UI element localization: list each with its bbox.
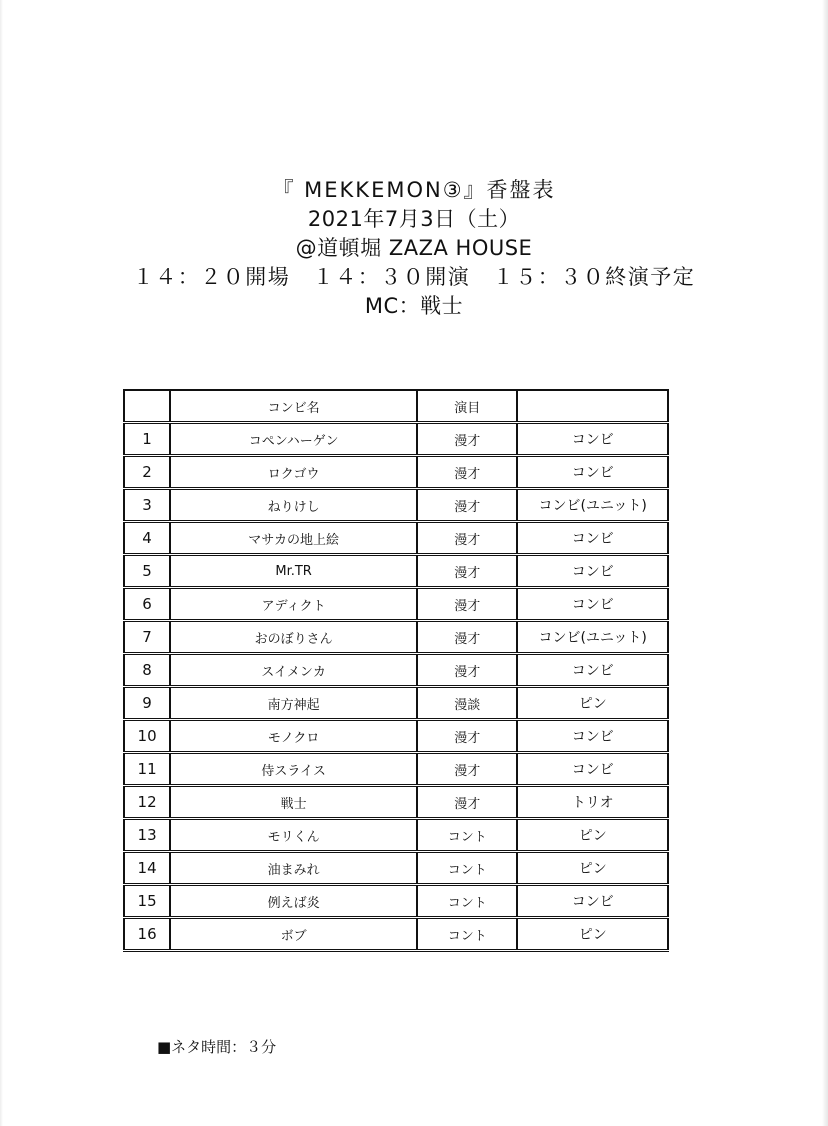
event-date: 2021年7月3日（土）: [307, 207, 521, 231]
row-number: 9: [124, 687, 170, 720]
table-row: [124, 489, 668, 522]
row-number: 2: [124, 456, 170, 489]
row-kind: コンビ(ユニット): [517, 489, 668, 522]
row-kind: ピン: [517, 819, 668, 852]
row-name: ロクゴウ: [170, 456, 417, 489]
event-times: １４：２０開場 １４：３０開演 １５：３０終演予定: [132, 265, 696, 289]
row-name: モノクロ: [170, 720, 417, 753]
footer-note: ■ネタ時間：３分: [157, 1038, 277, 1056]
row-number: 8: [124, 654, 170, 687]
row-number: 12: [124, 786, 170, 819]
row-type: 漫才: [417, 489, 517, 522]
row-number: 16: [124, 918, 170, 951]
row-type: コント: [417, 819, 517, 852]
table-row: [124, 555, 668, 588]
header-kind: [517, 390, 668, 423]
row-kind: トリオ: [517, 786, 668, 819]
row-name: コペンハーゲン: [170, 423, 417, 456]
table-row: [124, 885, 668, 918]
table-row: [124, 522, 668, 555]
row-name: 油まみれ: [170, 852, 417, 885]
event-venue: @道頓堀 ZAZA HOUSE: [295, 236, 533, 260]
row-number: 5: [124, 555, 170, 588]
header-name: コンビ名: [170, 390, 417, 423]
row-name: スイメンカ: [170, 654, 417, 687]
row-name: Mr.TR: [170, 555, 417, 588]
row-kind: ピン: [517, 918, 668, 951]
table-row: [124, 687, 668, 720]
row-number: 7: [124, 621, 170, 654]
row-name: モリくん: [170, 819, 417, 852]
row-kind: コンビ: [517, 522, 668, 555]
event-mc: MC：戦士: [364, 294, 464, 318]
row-kind: コンビ: [517, 456, 668, 489]
row-number: 4: [124, 522, 170, 555]
row-kind: ピン: [517, 852, 668, 885]
page-edge-left: [0, 0, 3, 1126]
row-kind: コンビ: [517, 654, 668, 687]
row-name: ボブ: [170, 918, 417, 951]
table-row: [124, 456, 668, 489]
table-row: [124, 819, 668, 852]
table-row: [124, 753, 668, 786]
row-type: 漫才: [417, 753, 517, 786]
table-row: [124, 918, 668, 951]
row-type: 漫才: [417, 522, 517, 555]
row-type: 漫才: [417, 621, 517, 654]
table-row: [124, 588, 668, 621]
row-name: 侍スライス: [170, 753, 417, 786]
row-kind: コンビ: [517, 753, 668, 786]
document-header: [0, 176, 828, 321]
row-number: 14: [124, 852, 170, 885]
header-type: 演目: [417, 390, 517, 423]
row-kind: コンビ: [517, 720, 668, 753]
row-type: コント: [417, 918, 517, 951]
row-number: 13: [124, 819, 170, 852]
row-kind: コンビ: [517, 588, 668, 621]
event-title: 『 MEKKEMON③』香盤表: [272, 178, 556, 202]
row-type: コント: [417, 852, 517, 885]
row-name: 戦士: [170, 786, 417, 819]
table-row: [124, 423, 668, 456]
page-edge-right: [822, 0, 828, 1126]
row-name: ねりけし: [170, 489, 417, 522]
row-kind: コンビ: [517, 423, 668, 456]
row-kind: コンビ(ユニット): [517, 621, 668, 654]
row-number: 6: [124, 588, 170, 621]
row-number: 1: [124, 423, 170, 456]
row-number: 11: [124, 753, 170, 786]
row-number: 15: [124, 885, 170, 918]
row-type: 漫才: [417, 555, 517, 588]
row-name: 南方神起: [170, 687, 417, 720]
row-type: 漫才: [417, 720, 517, 753]
table-row: [124, 654, 668, 687]
row-type: 漫談: [417, 687, 517, 720]
row-name: アディクト: [170, 588, 417, 621]
table-header-row: [124, 390, 668, 423]
lineup-table: [123, 389, 669, 952]
table-row: [124, 786, 668, 819]
row-type: 漫才: [417, 588, 517, 621]
row-name: おのぼりさん: [170, 621, 417, 654]
table-row: [124, 720, 668, 753]
row-kind: コンビ: [517, 885, 668, 918]
row-type: 漫才: [417, 786, 517, 819]
table-row: [124, 621, 668, 654]
lineup-body: [124, 423, 668, 951]
row-type: 漫才: [417, 654, 517, 687]
row-type: 漫才: [417, 423, 517, 456]
row-type: コント: [417, 885, 517, 918]
row-kind: コンビ: [517, 555, 668, 588]
row-number: 3: [124, 489, 170, 522]
table-row: [124, 852, 668, 885]
row-name: マサカの地上絵: [170, 522, 417, 555]
row-number: 10: [124, 720, 170, 753]
header-number: [124, 390, 170, 423]
row-name: 例えば炎: [170, 885, 417, 918]
row-kind: ピン: [517, 687, 668, 720]
row-type: 漫才: [417, 456, 517, 489]
